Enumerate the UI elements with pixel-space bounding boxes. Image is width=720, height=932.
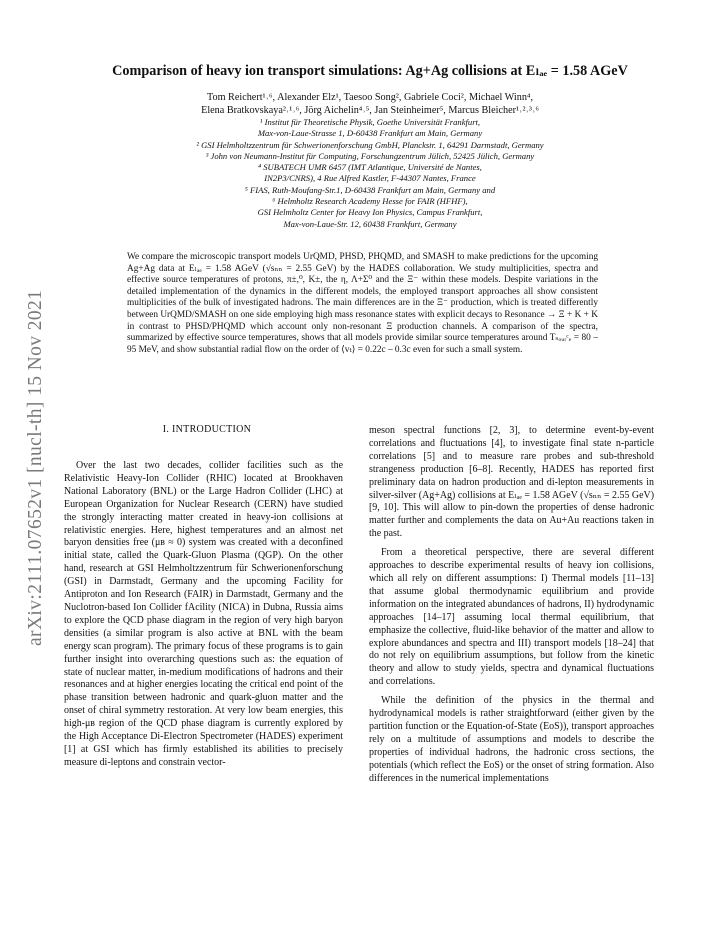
abstract: We compare the microscopic transport models UrQMD, PHSD, PHQMD, and SMASH to make predictions for the upcoming Ag+Ag data at Eₗₐₑ = 1.58 AGeV (√sₙₙ = 2.55 GeV) by the HADES collaboration. We study multiplicities, spectra and effective source temperatures of protons, π±,⁰, K±, the η, Λ+Σ⁰ and the Ξ⁻ within these models. Despite variations in the detailed implementation of the dynamics in the different models, the employed transport approaches all show consistent multiplicities of the bulk of investigated hadrons. The main differences are in the Ξ⁻ production, which is treated differently between UrQMD/SMASH on one side employing high mass resonance states with explicit decays to Resonance → Ξ + K + K in contrast to PHSD/PHQMD which account only non-resonant Ξ production channels. A comparison of the spectra, summarized by effective source temperatures, shows that all models provide similar source temperatures around Tₛₒᵤᵣᶜₑ = 80 – 95 MeV, and show substantial radial flow on the order of ⟨vₜ⟩ = 0.22c – 0.3c even for such a small system. [127,252,598,355]
affiliation-list [90,117,650,230]
affiliation-line: ⁴ SUBATECH UMR 6457 (IMT Atlantique, Université de Nantes, [258,162,482,173]
affiliation-line: ¹ Institut für Theoretische Physik, Goethe Universität Frankfurt, [259,117,481,127]
arxiv-identifier: arXiv:2111.07652v1 [nucl-th] 15 Nov 2021 [25,289,46,647]
paper-title: Comparison of heavy ion transport simulations: Ag+Ag collisions at Eₗₐₑ = 1.58 AGeV [112,63,628,79]
right-column [369,425,654,791]
affiliation-line: GSI Helmholtz Center for Heavy Ion Physics, Campus Frankfurt, [257,207,483,218]
affiliation-line: Max-von-Laue-Str. 12, 60438 Frankfurt, Germany [283,218,457,229]
author-list [110,92,630,117]
body-paragraph: From a theoretical perspective, there are several different approaches to describe experimental results of heavy ion collisions, which all rely on different assumptions: I) Thermal models [11–13] that assume global thermodynamic equilibrium and provide information on the integrated abundances of hadrons, II) hydrodynamic approaches [14–17] assuming local thermal equilibrium, that emphasize the collective, fluid-like behavior of the matter and allow to explore abundances and spectra and III) transport models [18–24] that do not rely on equilibrium assumptions, but follow from the kinetic theory and allow to study yields, spectra and dynamical fluctuations and correlations. [369,547,654,688]
affiliation-line: ⁵ FIAS, Ruth-Moufang-Str.1, D-60438 Frankfurt am Main, Germany and [244,184,496,195]
body-paragraph: meson spectral functions [2, 3], to determine event-by-event correlations and fluctuations [4], to investigate final state n-particle correlations [5] and to measure rare probes and sub-threshold strangeness production [6–8]. Recently, HADES has reported first preliminary data on hadron production and di-lepton measurements in silver-silver (Ag+Ag) collisions at Eₗₐₑ = 1.58 AGeV (√sₙₙ = 2.55 GeV) [9, 10]. This will allow to pin-down the properties of dense hadronic matter further and complements the data on Au+Au reactions taken in the past. [369,425,654,540]
affiliation-line: ³ John von Neumann-Institut für Computing, Forschungzentrum Jülich, 52425 Jülich, Germany [205,150,535,161]
left-column [64,460,343,776]
section-heading-introduction: I. INTRODUCTION [162,424,252,435]
affiliation-line: ⁶ Helmholtz Research Academy Hesse for FAIR (HFHF), [272,196,468,207]
affiliation-line: ² GSI Helmholtzzentrum für Schwerionenforschung GmbH, Planckstr. 1, 64291 Darmstadt, Germany [196,139,544,150]
author-line: Tom Reichert¹˒⁶, Alexander Elz¹, Taesoo Song², Gabriele Coci², Michael Winn⁴, [206,92,534,103]
body-paragraph: Over the last two decades, collider facilities such as the Relativistic Heavy-Ion Collider (RHIC) located at Brookhaven National Laboratory (BNL) or the Large Hadron Collider (LHC) at European Organization for Nuclear Research (CERN) have studied the strongly interacting matter created in heavy-ion collisions at relativistic energies. Here, highest temperatures and an almost net baryon densities free (μʙ ≈ 0) system was created with a deconfined initial state, called the Quark-Gluon Plasma (QGP). On the other hand, research at GSI Helmholtzzentrum für Schwerionenforschung (GSI) in Darmstadt, Germany and the upcoming Facility for Antiproton and Ion Research (FAIR) in Darmstadt, Germany and the Nuclotron-based Ion Collider fAcility (NICA) in Dubna, Russia aims to explore the QCD phase diagram in the region of very high baryon densities (a similar program is also active at BNL with the beam energy scan program). The primary focus of these programs is to gain further insight into overarching questions such as: the equation of state of nuclear matter, in-medium modifications of hadrons and their resonances and at higher energies locating the critical end point of the phase transition between hadronic and quark-gluon matter and the onset of chiral symmetry restoration. At very low beam energies, this high-μʙ region of the QCD phase diagram is currently explored by the High Acceptance Di-Electron Spectrometer (HADES) experiment [1] at GSI which has firmly established its abilities to precisely measure di-leptons and constrain vector- [64,460,343,768]
affiliation-line: Max-von-Laue-Strasse 1, D-60438 Frankfurt am Main, Germany [257,128,483,139]
affiliation-line: IN2P3/CNRS), 4 Rue Alfred Kastler, F-44307 Nantes, France [264,173,476,184]
body-paragraph: While the definition of the physics in the thermal and hydrodynamical models is rather straightforward (either given by the partition function or the Equation-of-State (EoS)), transport approaches rely on a multitude of assumptions and models to describe the properties of individual hadrons, the hadronic cross sections, the potentials (which reflect the EoS) or the onset of string formation. Also differences in the numerical implementations [369,695,654,784]
author-line: Elena Bratkovskaya²˒¹˒⁶, Jörg Aichelin⁴˒⁵, Jan Steinheimer⁵, Marcus Bleicher¹˒²˒³˒⁶ [201,104,539,116]
